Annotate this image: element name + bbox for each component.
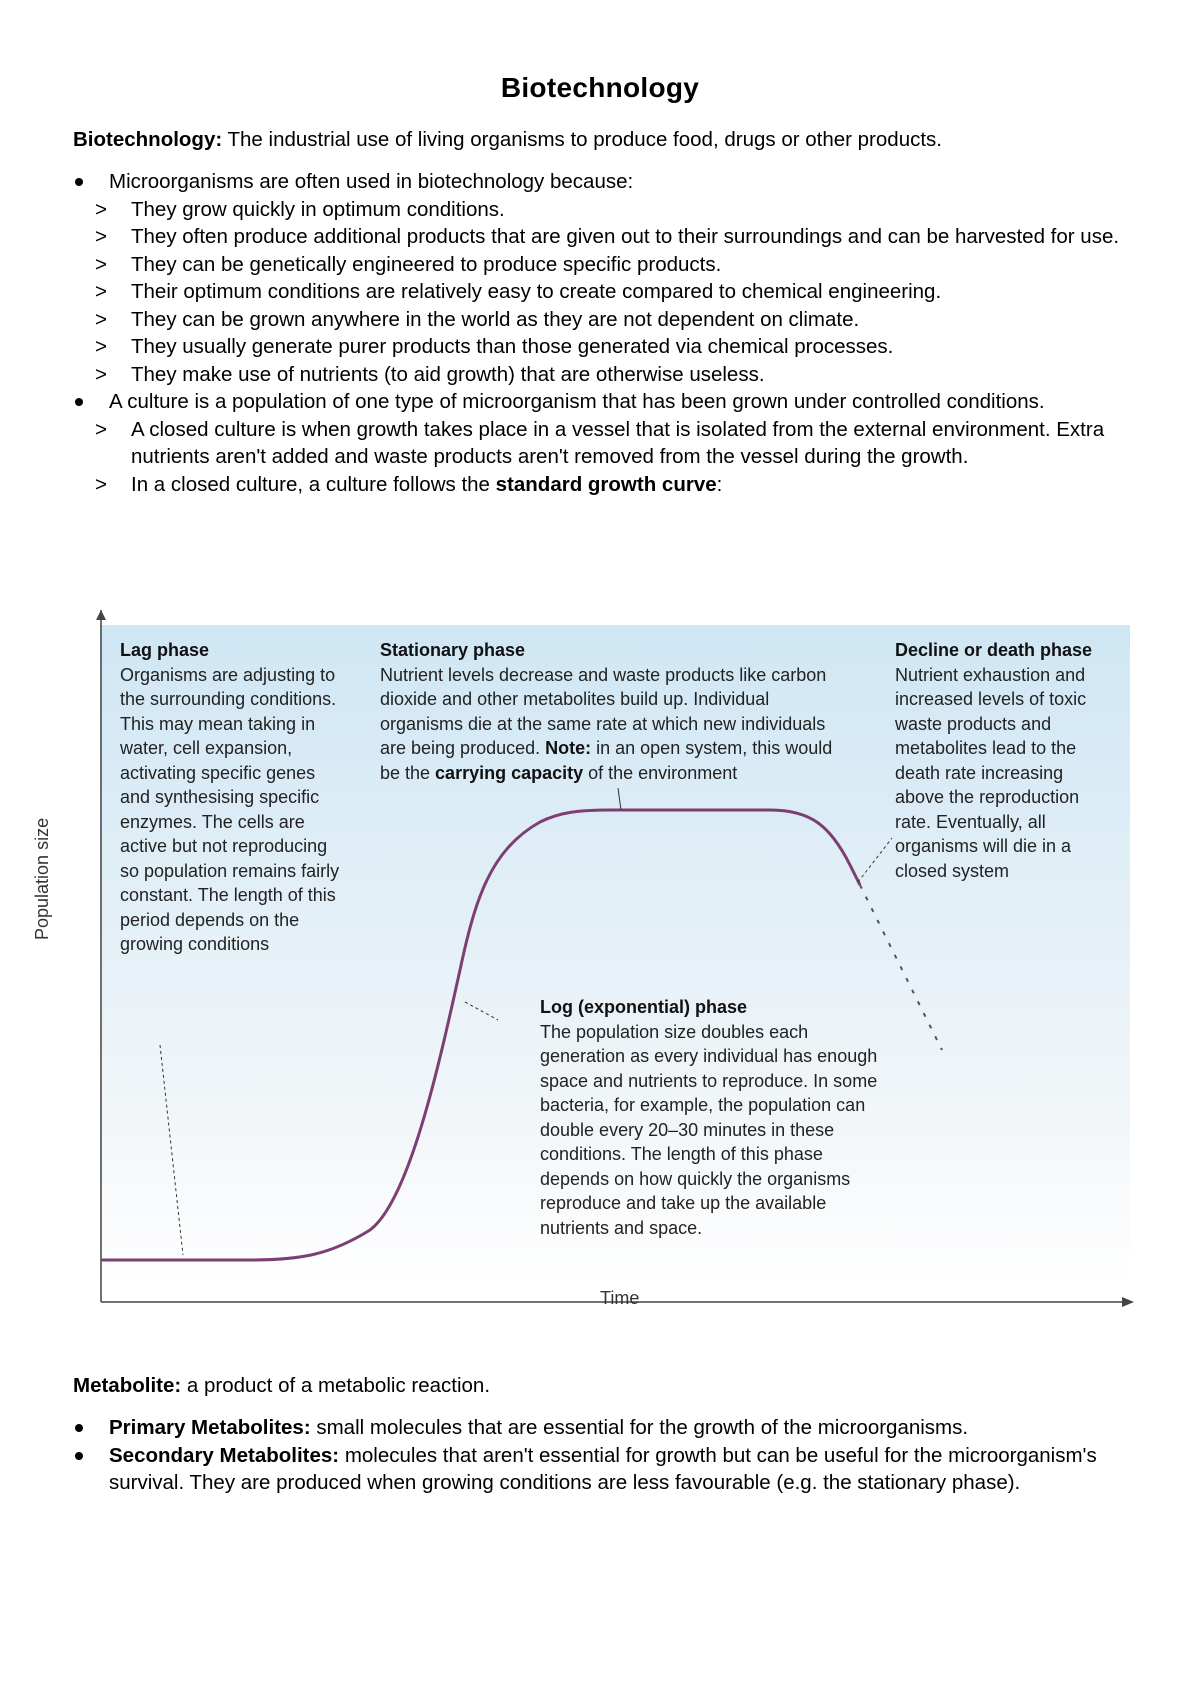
bullet-culture [73, 388, 1153, 498]
sub-item: > They usually generate purer products than those generated via chemical processes. [73, 333, 1153, 361]
carrying-capacity-term: carrying capacity [435, 762, 584, 783]
secondary-text: molecules that aren't essential for growth but can be useful for the microorganism's survival. They are produced when growing conditions are less favourable (e.g. the stationary phase). [109, 1443, 1097, 1494]
definition-biotechnology [73, 126, 1153, 154]
bullet-text: Microorganisms are often used in biotechnology because: [109, 170, 634, 193]
sub-item-growth-curve [73, 471, 1153, 499]
metabolite-term: Metabolite: [73, 1374, 182, 1397]
sub-item-text: In a closed culture, a culture follows the [131, 472, 496, 496]
log-phase-text: The population size doubles each generation as every individual has enough space and nutrients to reproduce. In some bacteria, for example, the population can double every 20–30 minutes in these conditions. The length of this phase depends on how quickly the organisms reproduce and take up the available nutrients and space. [540, 1021, 878, 1238]
lag-phase-text: Organisms are adjusting to the surrounding conditions. This may mean taking in water, cell expansion, activating specific genes and synthesising specific enzymes. The cells are active but not reproducing so population remains fairly constant. The length of this period depends on the growing conditions [120, 664, 340, 954]
sub-item-bold: standard growth curve [495, 472, 717, 496]
sub-item: > A closed culture is when growth takes place in a vessel that is isolated from the external environment. Extra nutrients aren't added and waste products aren't removed from the vessel during the growth. [73, 416, 1153, 471]
bullet-microorganisms [73, 168, 1153, 388]
stationary-phase-text: Nutrient levels decrease and waste products like carbon dioxide and other metabolites build up. Individual organisms die at the same rate at which new individuals are being produced. [380, 664, 827, 758]
bullet-secondary-metabolites [73, 1442, 1153, 1497]
y-axis-arrow [96, 610, 106, 620]
bullet-primary-metabolites [73, 1414, 1153, 1442]
decline-phase-heading: Decline or death phase [895, 640, 1093, 660]
stationary-phase-text: of the environment [583, 762, 738, 783]
definition-text: The industrial use of living organisms to produce food, drugs or other products. [222, 128, 942, 151]
definition-metabolite [73, 1372, 1153, 1400]
bullet-text: A culture is a population of one type of microorganism that has been grown under controlled conditions. [109, 390, 1045, 413]
x-axis-arrow [1122, 1297, 1134, 1307]
stationary-phase-heading: Stationary phase [380, 640, 526, 660]
metabolite-text: a product of a metabolic reaction. [181, 1374, 491, 1397]
log-phase-annotation [540, 995, 885, 1240]
sub-item: > They often produce additional products that are given out to their surroundings and can be harvested for use. [73, 223, 1153, 251]
sub-item: > They can be grown anywhere in the world as they are not dependent on climate. [73, 306, 1153, 334]
primary-term: Primary Metabolites: [109, 1416, 311, 1439]
page-title: Biotechnology [500, 72, 700, 103]
bullet-list-upper [73, 168, 1153, 498]
sub-item: > They can be genetically engineered to produce specific products. [73, 251, 1153, 279]
sub-list-reasons [73, 196, 1153, 389]
secondary-term: Secondary Metabolites: [109, 1443, 340, 1467]
lag-leader-line [160, 1045, 183, 1255]
lag-phase-annotation [120, 638, 345, 957]
decline-leader-line [858, 838, 892, 882]
lag-phase-heading: Lag phase [120, 640, 210, 660]
bullet-list-metabolites [73, 1414, 1153, 1497]
log-leader-line [465, 1002, 498, 1020]
primary-text: small molecules that are essential for the growth of the microorganisms. [310, 1416, 969, 1439]
sub-item: > Their optimum conditions are relatively easy to create compared to chemical engineering. [73, 278, 1153, 306]
sub-item: > They grow quickly in optimum conditions. [73, 196, 1153, 224]
definition-term: Biotechnology: [73, 128, 223, 151]
stationary-phase-annotation [380, 638, 850, 785]
growth-curve-figure [32, 610, 1150, 1310]
sub-list-culture [73, 416, 1153, 499]
sub-item-text: : [716, 472, 723, 496]
sub-item: > They make use of nutrients (to aid growth) that are otherwise useless. [73, 361, 1153, 389]
stationary-leader-line [618, 788, 621, 810]
y-axis-label: Population size [32, 817, 52, 940]
stationary-note-label: Note: [545, 738, 592, 758]
x-axis-label: Time [600, 1288, 640, 1308]
decline-phase-annotation [895, 638, 1105, 883]
log-phase-heading: Log (exponential) phase [540, 997, 748, 1017]
stationary-phase-text: in an open system, this would be the [380, 738, 833, 783]
decline-phase-text: Nutrient exhaustion and increased levels of toxic waste products and metabolites lead to the death rate increasing above the reproduction rate. Eventually, all organisms will die in a closed system [895, 664, 1087, 881]
